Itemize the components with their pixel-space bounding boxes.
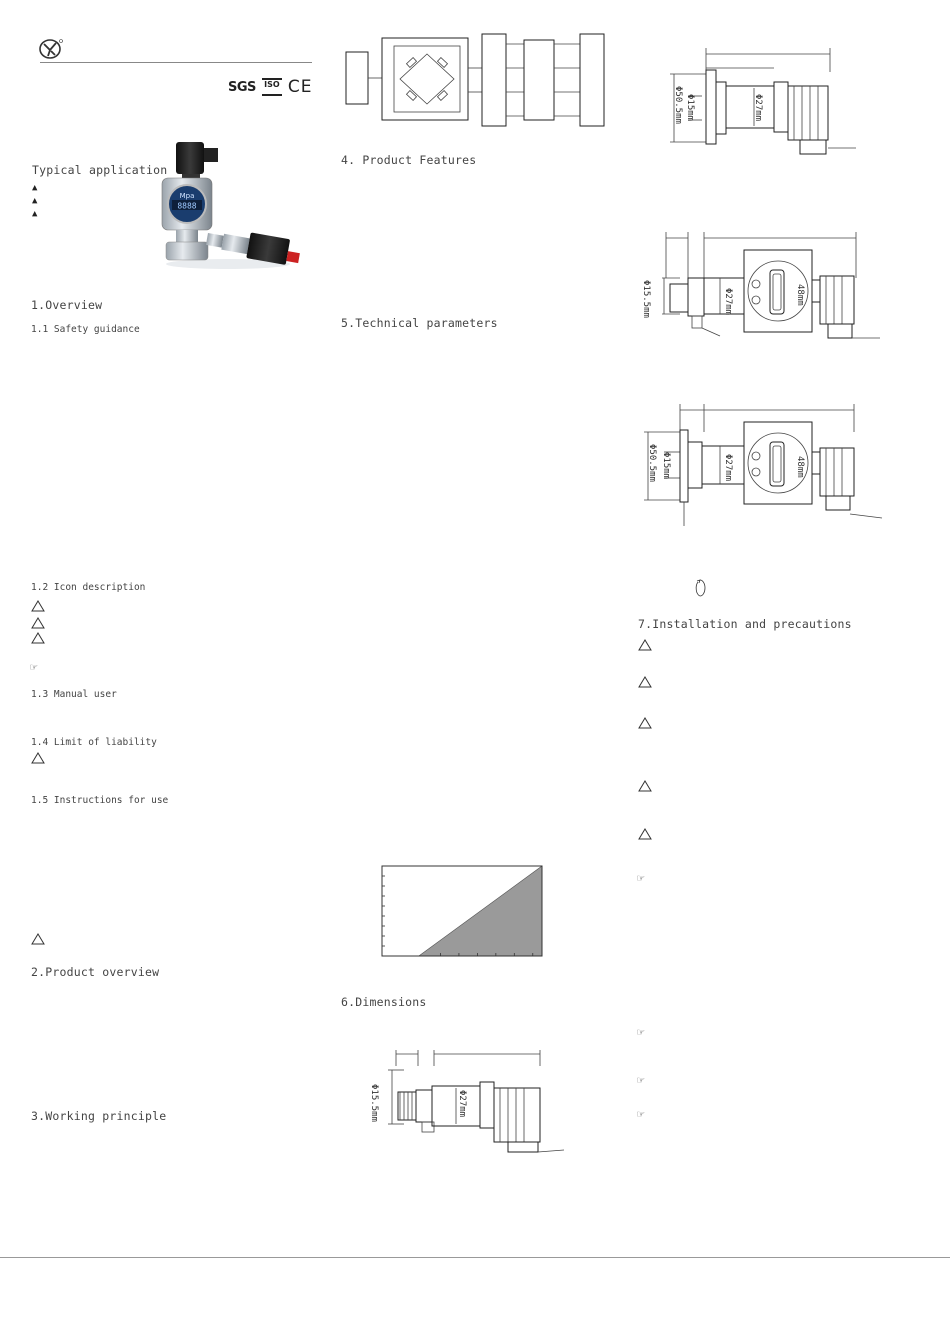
dimension-drawing-display-flange — [636, 402, 886, 532]
iso-logo: ISO — [262, 78, 282, 96]
dimension-drawing-display-threaded — [640, 228, 890, 358]
dim-label-d15-5: Φ15.5mm — [369, 1084, 379, 1122]
pointing-hand-icon: ☞ — [637, 1107, 645, 1121]
section-working-principle-title: 3.Working principle — [31, 1109, 167, 1123]
dimension-drawing-flush — [662, 44, 862, 160]
section-tech-params-title: 5.Technical parameters — [341, 316, 498, 330]
ce-logo: CE — [287, 77, 313, 97]
warning-triangle-icon — [638, 780, 652, 792]
application-bullet-3: ▲ — [32, 209, 38, 219]
dim-label-d27: Φ27mm — [753, 94, 763, 122]
section-liability-title: 1.4 Limit of liability — [31, 737, 157, 748]
section-instructions-title: 1.5 Instructions for use — [31, 795, 169, 806]
warning-triangle-icon — [638, 828, 652, 840]
pointing-hand-icon: ☞ — [637, 871, 645, 885]
warning-triangle-icon — [31, 752, 45, 764]
display-readout: 8888 — [177, 201, 197, 211]
section-features-title: 4. Product Features — [341, 153, 477, 167]
section-safety-title: 1.1 Safety guidance — [31, 324, 140, 335]
area-series-fill — [419, 866, 542, 956]
dim-label-d15: Φ15mm — [661, 452, 671, 480]
application-bullet-2: ▲ — [32, 196, 38, 206]
certification-logos — [228, 77, 313, 97]
warning-triangle-icon — [31, 600, 45, 612]
application-bullet-1: ▲ — [32, 183, 38, 193]
product-photo — [158, 138, 318, 270]
section-overview-title: 1.Overview — [31, 298, 103, 312]
dim-label-d27: Φ27mm — [723, 454, 733, 482]
section-icon-description-title: 1.2 Icon description — [31, 582, 146, 593]
footer-rule — [0, 1257, 950, 1258]
dim-label-d50-5: Φ50.5mm — [647, 444, 657, 482]
pointing-hand-icon: ☞ — [637, 1025, 645, 1039]
warning-triangle-icon — [638, 639, 652, 651]
rotation-icon — [694, 578, 706, 598]
display-unit-label: Mpa — [179, 192, 195, 200]
warning-triangle-icon — [638, 717, 652, 729]
section-dimensions-title: 6.Dimensions — [341, 995, 427, 1009]
dim-label-48: 48mm — [795, 284, 805, 306]
warning-triangle-icon — [638, 676, 652, 688]
warning-triangle-icon — [31, 632, 45, 644]
typical-application-title: Typical application — [32, 163, 168, 177]
sgs-logo: SGS — [228, 79, 256, 95]
warning-triangle-icon — [31, 617, 45, 629]
dim-label-d27: Φ27mm — [723, 288, 733, 316]
section-installation-title: 7.Installation and precautions — [638, 617, 852, 631]
dim-label-d15: Φ15mm — [685, 94, 695, 122]
load-area-chart — [374, 862, 546, 962]
pointing-hand-icon: ☞ — [637, 1073, 645, 1087]
company-logo-icon — [38, 38, 64, 60]
dim-label-d15-5: Φ15.5mm — [641, 280, 651, 318]
working-principle-diagram — [344, 32, 608, 128]
dimension-drawing-standard — [368, 1046, 568, 1164]
header-rule — [40, 62, 312, 63]
warning-triangle-icon — [31, 933, 45, 945]
section-product-overview-title: 2.Product overview — [31, 965, 160, 979]
dim-label-d27: Φ27mm — [457, 1090, 467, 1118]
section-manual-user-title: 1.3 Manual user — [31, 689, 117, 700]
dim-label-48: 48mm — [795, 456, 805, 478]
pointing-hand-icon: ☞ — [30, 660, 38, 674]
dim-label-d50-5: Φ50.5mm — [673, 86, 683, 124]
